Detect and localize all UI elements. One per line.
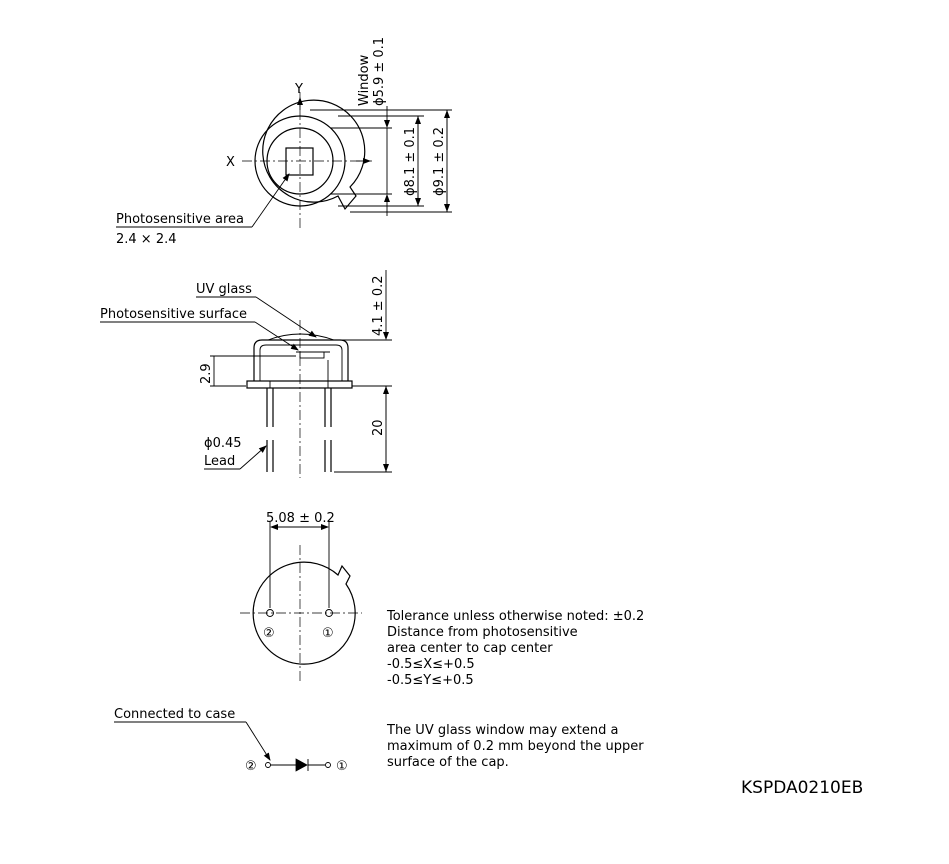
notes-block-1 [387, 609, 644, 689]
diode-symbol [296, 759, 307, 771]
height-dimension: 4.1 ± 0.2 [371, 275, 386, 336]
lead-leader [240, 446, 266, 469]
cap-inner-wall [260, 345, 342, 381]
schematic-pin1: ① [336, 759, 348, 774]
cap-body [254, 340, 348, 381]
photosensitive-area-square [286, 148, 313, 175]
note-uv-window-3: surface of the cap. [387, 755, 509, 770]
lead-length-dimension: 20 [371, 419, 386, 436]
connected-to-case-label: Connected to case [114, 707, 236, 722]
cap-diameter-dimension: ϕ8.1 ± 0.1 [403, 126, 418, 196]
schematic-pin2: ② [245, 759, 257, 774]
drawing-code: KSPDA0210EB [741, 778, 864, 798]
top-view [116, 37, 452, 247]
note-uv-window-1: The UV glass window may extend a [387, 723, 619, 738]
photosensitive-area-label: Photosensitive area [116, 212, 245, 227]
bottom-view [240, 511, 362, 682]
stem-flange [247, 381, 352, 388]
note-distance: Distance from photosensitive [387, 625, 578, 640]
pin2-label: ② [263, 626, 275, 641]
flange-diameter-dimension: ϕ9.1 ± 0.2 [432, 126, 447, 196]
photosensitive-area-value: 2.4 × 2.4 [116, 232, 177, 247]
connected-leader [246, 722, 270, 760]
pa-leader-line [252, 174, 289, 227]
note-tolerance: Tolerance unless otherwise noted: ±0.2 [387, 609, 645, 624]
window-dimension: ϕ5.9 ± 0.1 [372, 36, 387, 106]
lead-diameter: ϕ0.45 [204, 436, 242, 451]
lead-label: Lead [204, 454, 236, 469]
uv-glass-leader [256, 297, 316, 337]
notes-block-2 [387, 723, 644, 771]
uv-glass-label: UV glass [196, 282, 252, 297]
note-area-center: area center to cap center [387, 641, 553, 656]
schematic-terminal-left [266, 763, 271, 768]
pin-pitch-dimension: 5.08 ± 0.2 [266, 511, 335, 526]
axis-x-label: X [226, 155, 235, 170]
note-y-range: -0.5≤Y≤+0.5 [387, 673, 474, 688]
axis-y-label: Y [295, 82, 303, 97]
pin1-label: ① [322, 626, 334, 641]
surface-height-dimension: 2.9 [199, 363, 214, 384]
flange-outline [263, 100, 365, 209]
window-label: Window [357, 54, 372, 106]
side-view [100, 270, 392, 478]
chip [300, 352, 324, 358]
schematic-terminal-right [326, 763, 331, 768]
schematic [114, 707, 348, 774]
note-uv-window-2: maximum of 0.2 mm beyond the upper [387, 739, 644, 754]
photosensitive-surface-label: Photosensitive surface [100, 307, 248, 322]
note-x-range: -0.5≤X≤+0.5 [387, 657, 475, 672]
